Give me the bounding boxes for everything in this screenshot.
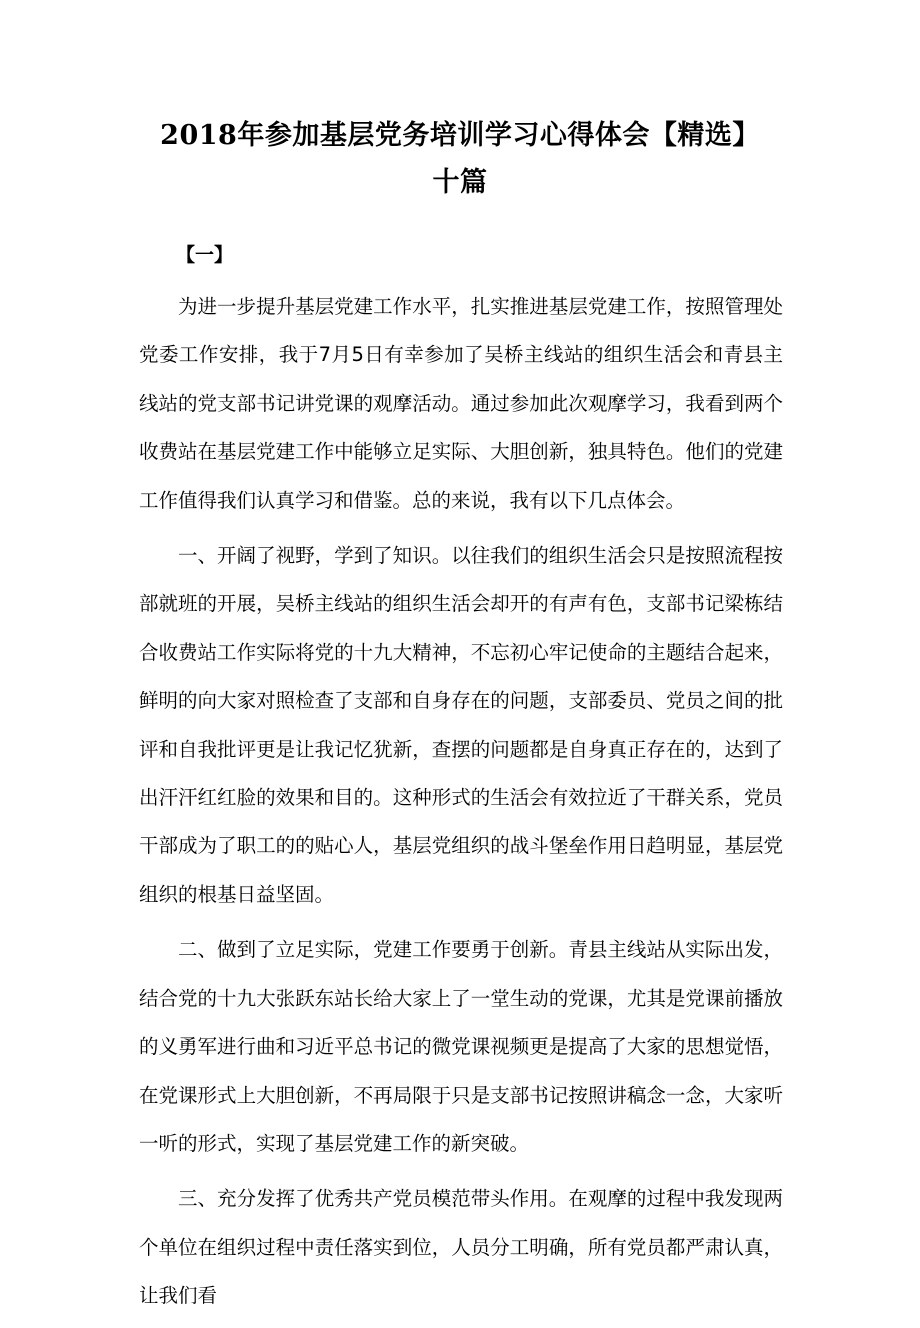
paragraph-point-two: 二、做到了立足实际，党建工作要勇于创新。青县主线站从实际出发，结合党的十九大张跃东站长给大家上了一堂生动的党课，尤其是党课前播放的义勇军进行曲和习近平总书记的微党课视频更是提高了大家的思想觉悟，在党课形式上大胆创新，不再局限于只是支部书记按照讲稿念一念，大家听一听的形式，实现了基层党建工作的新突破。 xyxy=(139,938,783,1155)
document-body xyxy=(139,283,783,1328)
paragraph-point-three: 三、充分发挥了优秀共产党员模范带头作用。在观摩的过程中我发现两个单位在组织过程中责任落实到位，人员分工明确，所有党员都严肃认真，让我们看 xyxy=(139,1187,783,1308)
section-heading: 【一】 xyxy=(176,244,234,266)
document-title-line-1: 2018年参加基层党务培训学习心得体会【精选】 xyxy=(160,120,760,151)
document-title-line-2: 十篇 xyxy=(432,167,488,198)
paragraph-point-one: 一、开阔了视野，学到了知识。以往我们的组织生活会只是按照流程按部就班的开展，吴桥主线站的组织生活会却开的有声有色，支部书记梁栋结合收费站工作实际将党的十九大精神，不忘初心牢记使命的主题结合起来，鲜明的向大家对照检查了支部和自身存在的问题，支部委员、党员之间的批评和自我批评更是让我记忆犹新，查摆的问题都是自身真正存在的，达到了出汗汗红红脸的效果和目的。这种形式的生活会有效拉近了干群关系，党员干部成为了职工的的贴心人，基层党组织的战斗堡垒作用日趋明显，基层党组织的根基日益坚固。 xyxy=(139,544,783,906)
paragraph-intro: 为进一步提升基层党建工作水平，扎实推进基层党建工作，按照管理处党委工作安排，我于7月5日有幸参加了吴桥主线站的组织生活会和青县主线站的党支部书记讲党课的观摩活动。通过参加此次观摩学习，我看到两个收费站在基层党建工作中能够立足实际、大胆创新，独具特色。他们的党建工作值得我们认真学习和借鉴。总的来说，我有以下几点体会。 xyxy=(139,295,783,512)
